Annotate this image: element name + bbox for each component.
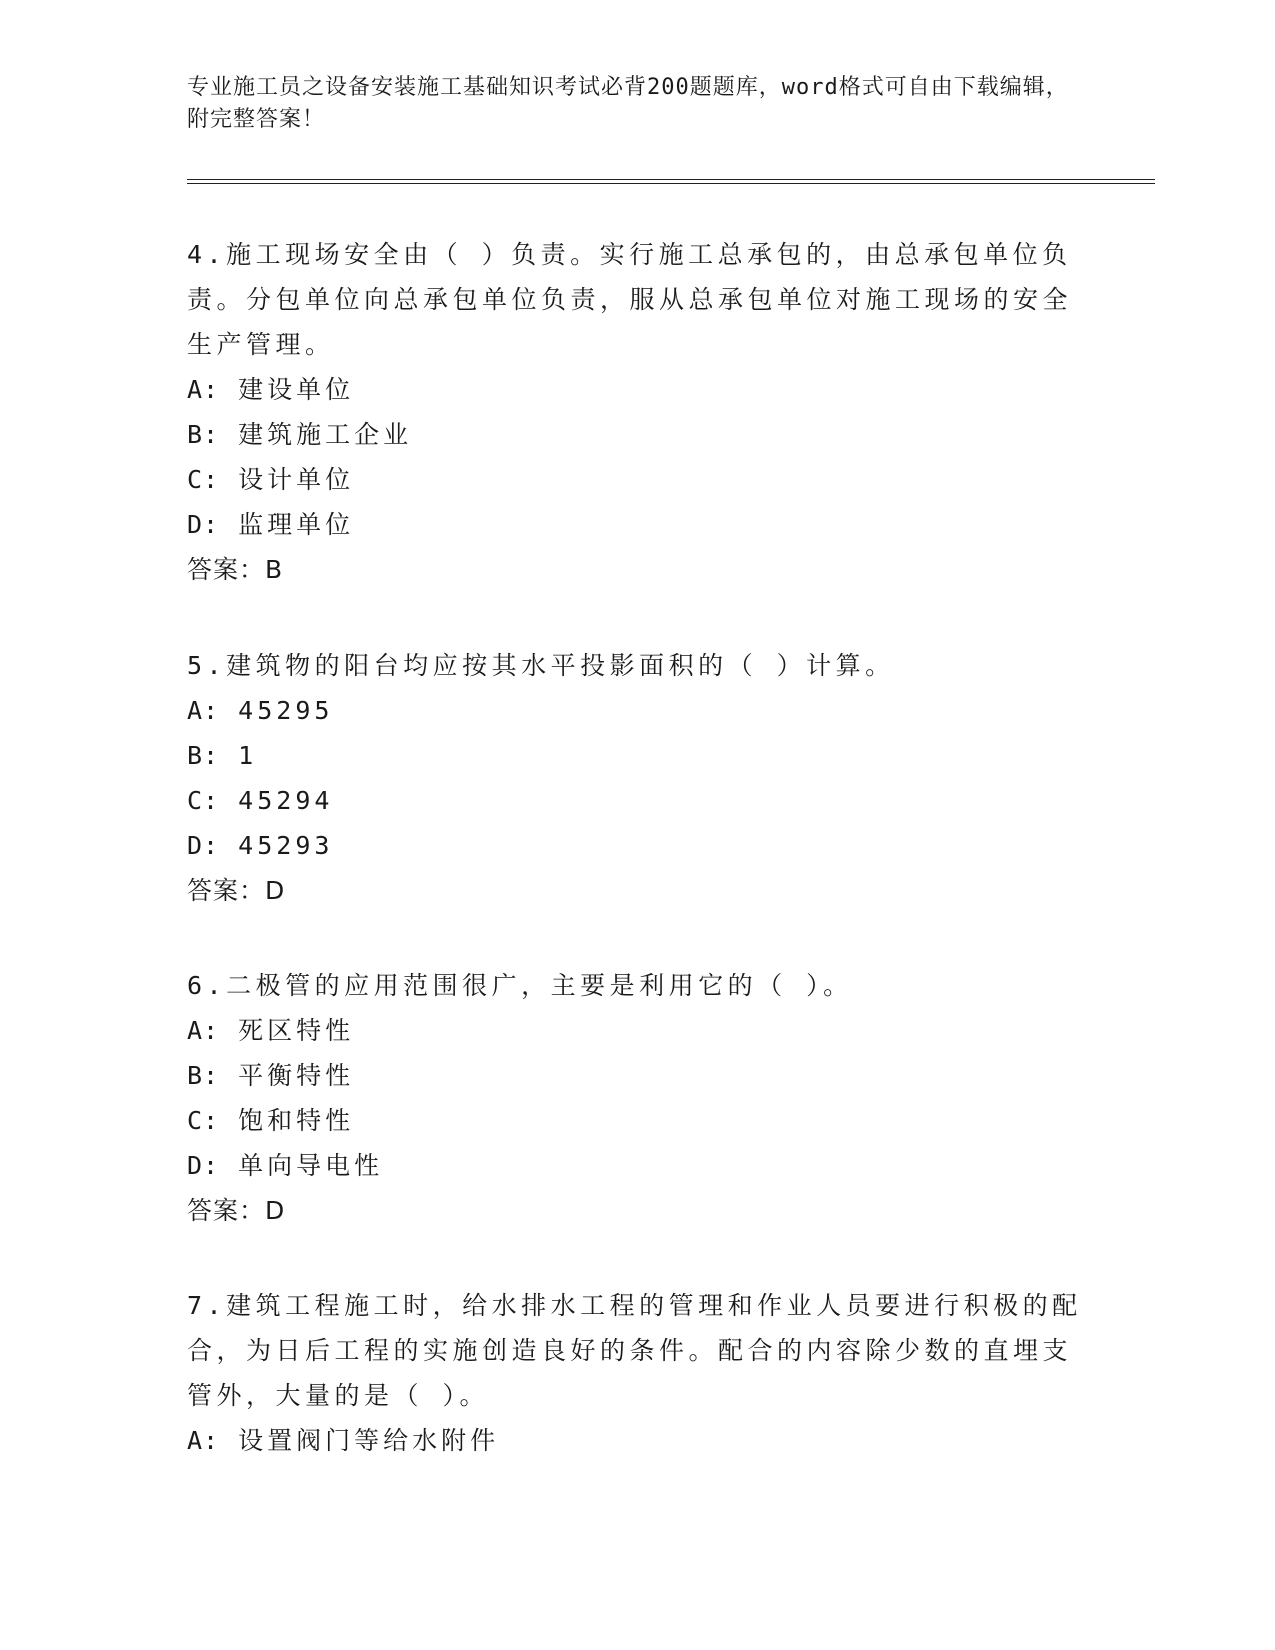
option-key: A:	[187, 1016, 220, 1045]
option-c	[187, 457, 1087, 502]
option-c	[187, 1098, 1087, 1143]
answer-line: 答案：D	[187, 876, 286, 905]
question-stem: 4.施工现场安全由（ ）负责。实行施工总承包的，由总承包单位负责。分包单位向总承包单位负责，服从总承包单位对施工现场的安全生产管理。	[187, 240, 1073, 359]
option-b	[187, 1053, 1087, 1098]
option-key: C:	[187, 786, 220, 815]
option-text: 饱和特性	[238, 1106, 355, 1135]
question-stem: 5.建筑物的阳台均应按其水平投影面积的（ ）计算。	[187, 651, 895, 680]
question-7	[187, 1283, 1087, 1463]
document-header: 专业施工员之设备安装施工基础知识考试必背200题题库，word格式可自由下载编辑，附完整答案！	[187, 75, 1069, 132]
option-key: D:	[187, 1151, 220, 1180]
option-c	[187, 778, 1087, 823]
option-a	[187, 367, 1087, 412]
option-b	[187, 412, 1087, 457]
option-key: A:	[187, 696, 220, 725]
option-key: A:	[187, 1426, 220, 1455]
option-text: 设置阀门等给水附件	[238, 1426, 500, 1455]
answer-line: 答案：B	[187, 555, 284, 584]
option-key: C:	[187, 465, 220, 494]
option-a	[187, 688, 1087, 733]
option-key: B:	[187, 741, 220, 770]
question-6	[187, 963, 1087, 1233]
option-text: 设计单位	[238, 465, 355, 494]
answer-line: 答案：D	[187, 1196, 286, 1225]
option-d	[187, 823, 1087, 868]
option-text: 建筑施工企业	[238, 420, 413, 449]
question-5	[187, 643, 1087, 913]
option-text: 监理单位	[238, 510, 355, 539]
option-text: 死区特性	[238, 1016, 355, 1045]
option-text: 45295	[238, 696, 334, 725]
option-text: 45293	[238, 831, 334, 860]
header-divider	[187, 179, 1155, 180]
option-text: 建设单位	[238, 375, 355, 404]
question-stem: 7.建筑工程施工时，给水排水工程的管理和作业人员要进行积极的配合，为日后工程的实施创造良好的条件。配合的内容除少数的直埋支管外，大量的是（ ）。	[187, 1291, 1082, 1410]
header-divider	[187, 183, 1155, 184]
option-key: C:	[187, 1106, 220, 1135]
option-text: 45294	[238, 786, 334, 815]
option-key: D:	[187, 510, 220, 539]
option-text: 平衡特性	[238, 1061, 355, 1090]
option-a	[187, 1418, 1087, 1463]
option-b	[187, 733, 1087, 778]
option-text: 1	[238, 741, 258, 770]
option-key: B:	[187, 1061, 220, 1090]
question-4	[187, 232, 1087, 592]
option-key: A:	[187, 375, 220, 404]
option-d	[187, 1143, 1087, 1188]
option-key: D:	[187, 831, 220, 860]
option-a	[187, 1008, 1087, 1053]
option-d	[187, 502, 1087, 547]
question-stem: 6.二极管的应用范围很广，主要是利用它的（ ）。	[187, 971, 853, 1000]
option-text: 单向导电性	[238, 1151, 384, 1180]
option-key: B:	[187, 420, 220, 449]
